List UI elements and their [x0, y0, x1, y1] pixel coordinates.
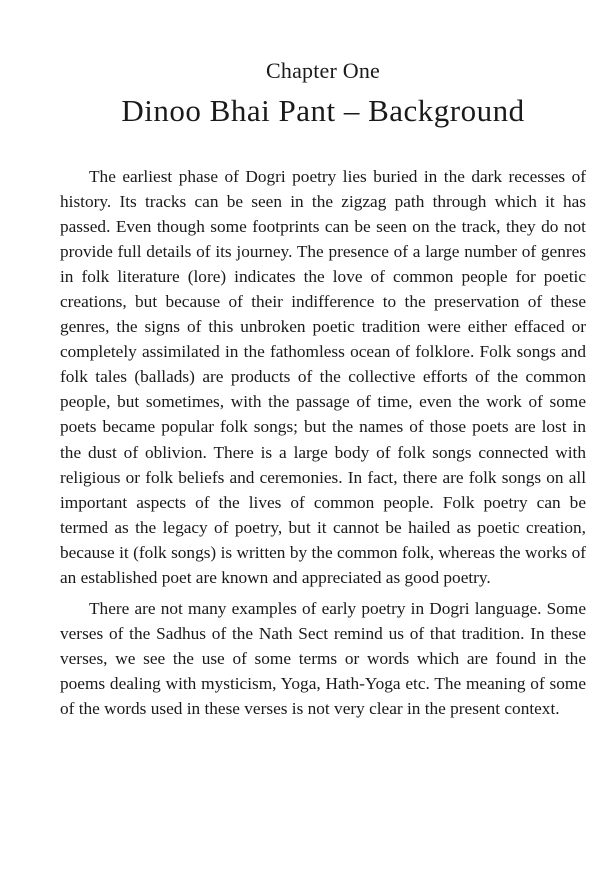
chapter-title: Dinoo Bhai Pant – Background [121, 93, 525, 128]
chapter-number: Chapter One [266, 58, 380, 83]
paragraph: There are not many examples of early poetry in Dogri language. Some verses of the Sadhus of the Nath Sect remind us of that tradition. In these verses, we see the use of some terms or words which are found in the poems dealing with mysticism, Yoga, Hath-Yoga etc. The meaning of some of the words used in these verses is not very clear in the present context. [60, 598, 586, 718]
paragraph: The earliest phase of Dogri poetry lies buried in the dark recesses of history. Its tracks can be seen in the zigzag path through which it has passed. Even though some footprints can be seen on the track, they do not provide full details of its journey. The presence of a large number of genres in folk literature (lore) indicates the love of common people for poetic creations, but because of their indifference to the preservation of these genres, the signs of this unbroken poetic tradition were either effaced or completely assimilated in the fathomless ocean of folklore. Folk songs and folk tales (ballads) are products of the collective efforts of the common people, but sometimes, with the passage of time, even the work of some poets became popular folk songs; but the names of those poets are lost in the dust of oblivion. There is a large body of folk songs connected with religious or folk beliefs and ceremonies. In fact, there are folk songs on all important aspects of the lives of common people. Folk poetry can be termed as the legacy of poetry, but it cannot be hailed as poetic creation, because it (folk songs) is written by the common folk, whereas the works of an established poet are known and appreciated as good poetry. [60, 167, 586, 587]
chapter-body [60, 164, 586, 721]
